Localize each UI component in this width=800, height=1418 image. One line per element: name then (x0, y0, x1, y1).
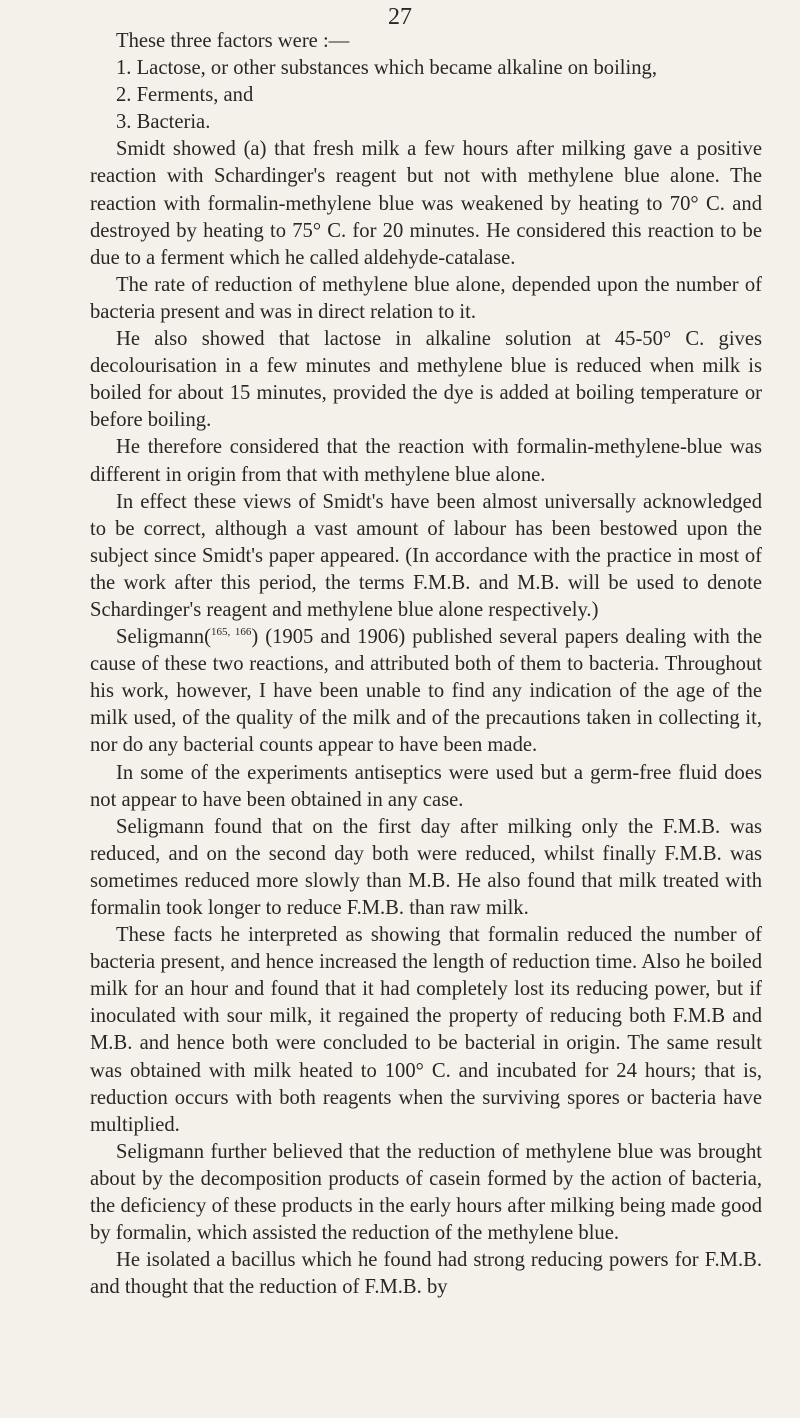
body-text (90, 28, 762, 1301)
paragraph-text: Seligmann( (116, 626, 211, 649)
reference-superscript: 165, 166 (210, 626, 252, 639)
paragraph: Seligmann further believed that the reduction of methylene blue was brought about by the decomposition products of casein formed by the action of bacteria, the deficiency of these products in the early hours after milking being made good by formalin, which assisted the reduction of the methylene blue. (90, 1140, 762, 1245)
paragraph: In effect these views of Smidt's have been almost universally acknowledged to be correct, although a vast amount of labour has been bestowed upon the subject since Smidt's paper appeared. (In accordance with the practice in most of the work after this period, the terms F.M.B. and M.B. will be used to denote Schardinger's reagent and methylene blue alone respectively.) (90, 490, 762, 621)
paragraph: Seligmann found that on the first day after milking only the F.M.B. was reduced, and on the second day both were reduced, whilst finally F.M.B. was sometimes reduced more slowly than M.B. He also found that milk treated with formalin took longer to reduce F.M.B. than raw milk. (90, 815, 762, 919)
page-number: 27 (388, 4, 412, 30)
paragraph-text: ) (1905 and 1906) published several papers dealing with the cause of these two reactions, and attributed both of them to bacteria. Throughout his work, however, I have been unable to find any indication of the age of the milk used, of the quality of the milk and of the precautions taken in collecting it, nor do any bacterial counts appear to have been made. (90, 626, 763, 757)
paragraph-seligmann (90, 624, 762, 759)
paragraph: The rate of reduction of methylene blue alone, depended upon the number of bacteria present and was in direct relation to it. (90, 273, 762, 323)
list-item-lactose: 1. Lactose, or other substances which became alkaline on boiling, (116, 57, 657, 80)
paragraph: He therefore considered that the reaction with formalin-methylene-blue was different in origin from that with methylene blue alone. (90, 436, 762, 486)
paragraph-intro: These three factors were :— (116, 30, 350, 52)
paragraph: He also showed that lactose in alkaline solution at 45-50° C. gives decolourisation in a few minutes and methylene blue is reduced when milk is boiled for about 15 minutes, provided the dye is added at boiling temperature or before boiling. (90, 328, 762, 432)
paragraph: Smidt showed (a) that fresh milk a few hours after milking gave a positive reaction with Schardinger's reagent but not with methylene blue alone. The reaction with formalin-methylene blue was weakened by heating to 70° C. and destroyed by heating to 75° C. for 20 minutes. He considered this reaction to be due to a ferment which he called aldehyde-catalase. (90, 138, 762, 269)
paragraph: In some of the experiments antiseptics were used but a germ-free fluid does not appear to have been obtained in any case. (90, 761, 762, 811)
paragraph: These facts he interpreted as showing that formalin reduced the number of bacteria present, and hence increased the length of reduction time. Also he boiled milk for an hour and found that it had completely lost its reducing power, but if inoculated with sour milk, it regained the property of reducing both F.M.B and M.B. and hence both were concluded to be bacterial in origin. The same result was obtained with milk heated to 100° C. and incubated for 24 hours; that is, reduction occurs with both reagents when the surviving spores or bacteria have multiplied. (90, 924, 762, 1136)
list-item-ferments: 2. Ferments, and (116, 84, 254, 107)
list-item-bacteria: 3. Bacteria. (116, 111, 211, 134)
paragraph: He isolated a bacillus which he found had strong reducing powers for F.M.B. and thought that the reduction of F.M.B. by (90, 1249, 762, 1299)
